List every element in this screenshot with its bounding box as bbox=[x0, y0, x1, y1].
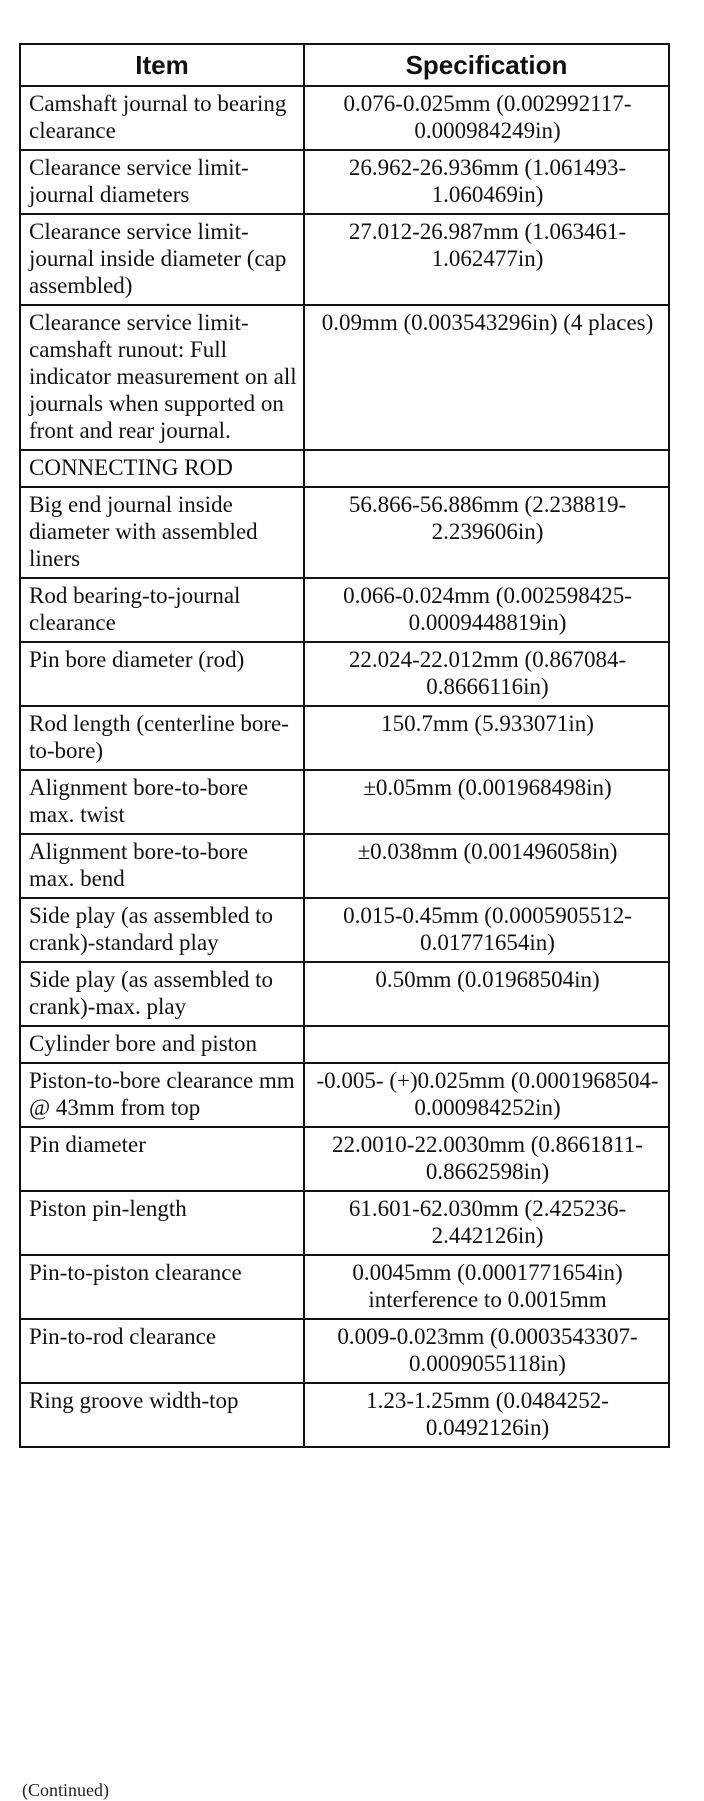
item-cell: Pin diameter bbox=[20, 1127, 304, 1191]
spec-cell: 0.09mm (0.003543296in) (4 places) bbox=[304, 305, 669, 450]
table-row bbox=[20, 1127, 669, 1191]
spec-cell: 0.0045mm (0.0001771654in) interference to 0.0015mm bbox=[304, 1255, 669, 1319]
section-heading: Cylinder bore and piston bbox=[20, 1026, 304, 1063]
continued-note: (Continued) bbox=[22, 1780, 109, 1800]
specification-table bbox=[19, 43, 670, 1448]
table-row bbox=[20, 898, 669, 962]
item-cell: Piston pin-length bbox=[20, 1191, 304, 1255]
item-cell: Alignment bore-to-bore max. bend bbox=[20, 834, 304, 898]
table-row bbox=[20, 1255, 669, 1319]
item-column-header: Item bbox=[20, 44, 304, 86]
spec-cell: ±0.038mm (0.001496058in) bbox=[304, 834, 669, 898]
item-cell: Clearance service limit-journal inside diameter (cap assembled) bbox=[20, 214, 304, 305]
item-cell: Clearance service limit-camshaft runout: Full indicator measurement on all journals when supported on front and rear journal. bbox=[20, 305, 304, 450]
spec-cell: 27.012-26.987mm (1.063461-1.062477in) bbox=[304, 214, 669, 305]
spec-cell: 150.7mm (5.933071in) bbox=[304, 706, 669, 770]
table-row bbox=[20, 706, 669, 770]
item-cell: Ring groove width-top bbox=[20, 1383, 304, 1447]
item-cell: Big end journal inside diameter with assembled liners bbox=[20, 487, 304, 578]
spec-cell: 22.0010-22.0030mm (0.8661811-0.8662598in) bbox=[304, 1127, 669, 1191]
item-cell: Pin bore diameter (rod) bbox=[20, 642, 304, 706]
spec-cell: -0.005- (+)0.025mm (0.0001968504-0.000984252in) bbox=[304, 1063, 669, 1127]
table-row bbox=[20, 305, 669, 450]
section-heading: CONNECTING ROD bbox=[20, 450, 304, 487]
table-row bbox=[20, 1191, 669, 1255]
table-row bbox=[20, 86, 669, 150]
item-cell: Clearance service limit-journal diameters bbox=[20, 150, 304, 214]
spec-cell: 0.015-0.45mm (0.0005905512-0.01771654in) bbox=[304, 898, 669, 962]
table-header-row bbox=[20, 44, 669, 86]
item-cell: Camshaft journal to bearing clearance bbox=[20, 86, 304, 150]
section-row bbox=[20, 1026, 669, 1063]
table-row bbox=[20, 1063, 669, 1127]
spec-cell: ±0.05mm (0.001968498in) bbox=[304, 770, 669, 834]
item-cell: Pin-to-rod clearance bbox=[20, 1319, 304, 1383]
item-cell: Pin-to-piston clearance bbox=[20, 1255, 304, 1319]
table-row bbox=[20, 1319, 669, 1383]
spec-cell: 26.962-26.936mm (1.061493-1.060469in) bbox=[304, 150, 669, 214]
spec-cell: 61.601-62.030mm (2.425236-2.442126in) bbox=[304, 1191, 669, 1255]
item-cell: Rod length (centerline bore-to-bore) bbox=[20, 706, 304, 770]
table-row bbox=[20, 962, 669, 1026]
specification-column-header: Specification bbox=[304, 44, 669, 86]
item-cell: Rod bearing-to-journal clearance bbox=[20, 578, 304, 642]
spec-cell: 0.076-0.025mm (0.002992117-0.000984249in) bbox=[304, 86, 669, 150]
table-row bbox=[20, 834, 669, 898]
table-row bbox=[20, 770, 669, 834]
spec-cell bbox=[304, 450, 669, 487]
spec-cell: 22.024-22.012mm (0.867084-0.8666116in) bbox=[304, 642, 669, 706]
table-row bbox=[20, 578, 669, 642]
item-cell: Side play (as assembled to crank)-max. play bbox=[20, 962, 304, 1026]
spec-cell: 0.009-0.023mm (0.0003543307-0.0009055118in) bbox=[304, 1319, 669, 1383]
table-row bbox=[20, 150, 669, 214]
item-cell: Piston-to-bore clearance mm @ 43mm from top bbox=[20, 1063, 304, 1127]
spec-cell: 56.866-56.886mm (2.238819-2.239606in) bbox=[304, 487, 669, 578]
table-row bbox=[20, 487, 669, 578]
table-row bbox=[20, 214, 669, 305]
spec-cell: 1.23-1.25mm (0.0484252-0.0492126in) bbox=[304, 1383, 669, 1447]
table-row bbox=[20, 1383, 669, 1447]
spec-cell bbox=[304, 1026, 669, 1063]
item-cell: Side play (as assembled to crank)-standard play bbox=[20, 898, 304, 962]
section-row bbox=[20, 450, 669, 487]
spec-page bbox=[19, 43, 676, 1448]
table-row bbox=[20, 642, 669, 706]
item-cell: Alignment bore-to-bore max. twist bbox=[20, 770, 304, 834]
spec-cell: 0.50mm (0.01968504in) bbox=[304, 962, 669, 1026]
spec-cell: 0.066-0.024mm (0.002598425-0.0009448819in) bbox=[304, 578, 669, 642]
